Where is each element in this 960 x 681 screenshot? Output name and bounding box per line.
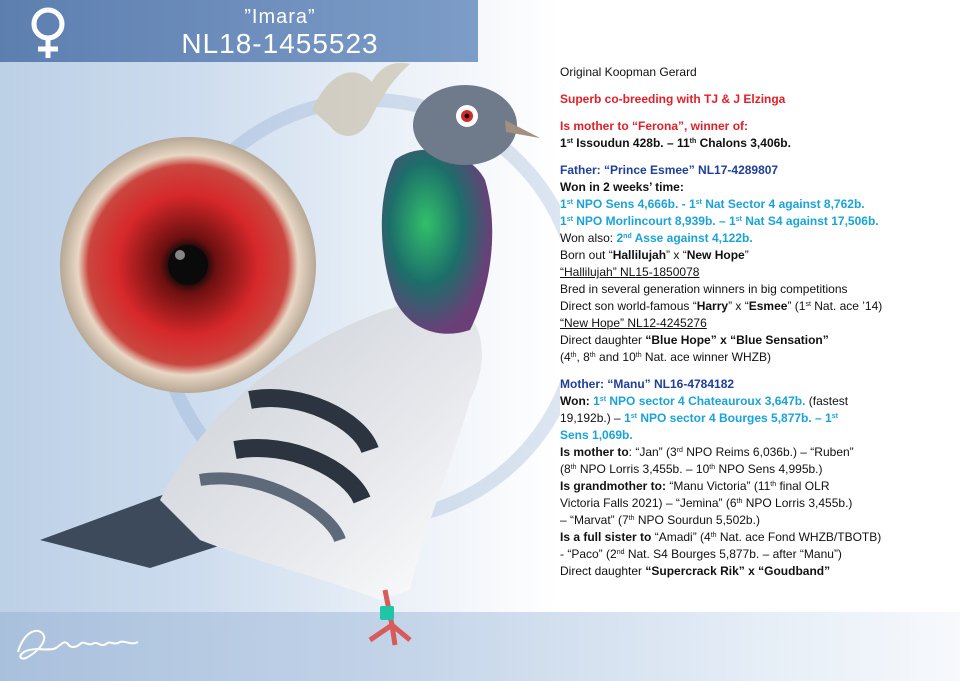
sire-description: Bred in several generation winners in big competitions [560, 282, 848, 296]
mother-won-line-2: 19,192b.) – 1st NPO sector 4 Bourges 5,877b. – 1st [560, 411, 838, 425]
father-won-also: Won also: 2nd Asse against 4,122b. [560, 231, 753, 245]
father-won-time: Won in 2 weeks’ time: [560, 180, 684, 194]
title-banner [0, 0, 478, 62]
sire-son-line: Direct son world-famous “Harry” x “Esmee” (1st Nat. ace ’14) [560, 299, 883, 313]
mother-daughter-line: Direct daughter “Supercrack Rik” x “Goudband” [560, 564, 831, 578]
ring-number: NL18-1455523 [181, 28, 379, 59]
mother-of-results: 1st Issoudun 428b. – 11th Chalons 3,406b. [560, 136, 791, 150]
father-result-2: 1st NPO Morlincourt 8,939b. – 1st Nat S4 against 17,506b. [560, 214, 879, 228]
dam-reference: “New Hope” NL12-4245276 [560, 316, 707, 330]
breeder-line: Original Koopman Gerard [560, 65, 697, 79]
full-sister-line-1: Is a full sister to “Amadi” (4th Nat. ace Fond WHZB/TBOTB) [560, 530, 882, 544]
grandmother-line-1: Is grandmother to: “Manu Victoria” (11th final OLR [560, 479, 830, 493]
mother-won-line-1: Won: 1st NPO sector 4 Chateauroux 3,647b. (fastest [560, 394, 849, 408]
mother-heading: Mother: “Manu” NL16-4784182 [560, 377, 735, 391]
mother-won-line-3: Sens 1,069b. [560, 428, 633, 442]
grandmother-line-3: – “Marvat” (7th NPO Sourdun 5,502b.) [560, 513, 760, 527]
mother-of-line: Is mother to “Ferona”, winner of: [560, 119, 749, 133]
female-symbol-icon [14, 4, 70, 60]
pedigree-info [560, 64, 950, 580]
dam-daughter-line: Direct daughter “Blue Hope” x “Blue Sensation” [560, 333, 829, 347]
mother-to-line-1: Is mother to: “Jan” (3rd NPO Reims 6,036b.) – “Ruben” [560, 445, 854, 459]
sire-reference: “Hallilujah” NL15-1850078 [560, 265, 700, 279]
mother-to-line-2: (8th NPO Lorris 3,455b. – 10th NPO Sens 4,995b.) [560, 462, 823, 476]
cobreeding-line: Superb co-breeding with TJ & J Elzinga [560, 92, 786, 106]
eye-closeup [60, 137, 316, 393]
father-heading: Father: “Prince Esmee” NL17-4289807 [560, 163, 779, 177]
grandmother-line-2: Victoria Falls 2021) – “Jemina” (6th NPO Lorris 3,455b.) [560, 496, 853, 510]
koopman-signature [10, 618, 160, 670]
pigeon-name: ”Imara” [244, 6, 316, 28]
full-sister-line-2: - “Paco” (2nd Nat. S4 Bourges 5,877b. – after “Manu”) [560, 547, 842, 561]
father-born-out: Born out “Hallilujah” x “New Hope” [560, 248, 749, 262]
father-result-1: 1st NPO Sens 4,666b. - 1st Nat Sector 4 against 8,762b. [560, 197, 865, 211]
dam-aces-line: (4th, 8th and 10th Nat. ace winner WHZB) [560, 350, 771, 364]
